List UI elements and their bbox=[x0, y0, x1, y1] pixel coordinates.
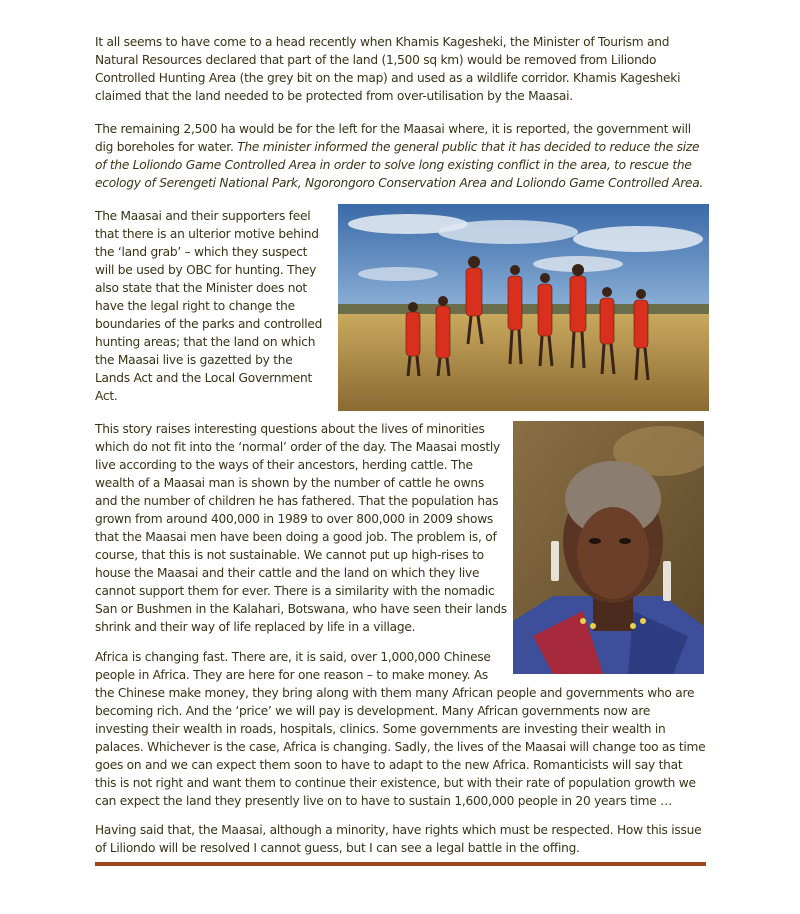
paragraph-land-grab: The Maasai and their supporters feel that there is an ulterior motive behind the ‘land grab’ – which they suspect will be used by OBC for hunting. They also state that the Minister does not have the legal right to change the boundaries of the parks and controlled hunting areas; that the land on which the Maasai live is gazetted by the Lands Act and the Local Government Act. bbox=[95, 209, 323, 403]
paragraph-minorities: This story raises interesting questions about the lives of minorities which do not fit into the ‘normal’ order of the day. The Maasai mostly live according to the ways of their ancestors, herding cattle. The wealth of a Maasai man is shown by the number of cattle he owns and the number of children he has fathered. That the population has grown from around 400,000 in 1989 to over 800,000 in 2009 shows that the Maasai men have been doing a good job. The problem is, of course, that this is not sustainable. We cannot put up high-rises to house the Maasai and their cattle and the land on which they live cannot support them for ever. There is a similarity with the nomadic San or Bushmen in the Kalahari, Botswana, who have seen their lands shrink and their way of life replaced by life in a village. bbox=[95, 422, 507, 634]
footer-divider bbox=[95, 862, 706, 866]
photo-maasai-woman bbox=[513, 421, 704, 674]
paragraph-boreholes-quote: The minister informed the general public that it has decided to reduce the size of the Loliondo Game Controlled Area in order to solve long existing conflict in the area, to rescue the ecology of Serengeti National Park, Ngorongoro Conservation Area and Loliondo Game Controlled Area. bbox=[95, 140, 704, 190]
paragraph-land-removal: It all seems to have come to a head recently when Khamis Kagesheki, the Minister of Tourism and Natural Resources declared that part of the land (1,500 sq km) would be removed from Liliondo Controlled Hunting Area (the grey bit on the map) and used as a wildlife corridor. Khamis Kagesheki claimed that the land needed to be protected from over-utilisation by the Maasai. bbox=[95, 35, 681, 103]
paragraph-legal-battle: Having said that, the Maasai, although a minority, have rights which must be respected. How this issue of Liliondo will be resolved I cannot guess, but I can see a legal battle in the offing. bbox=[95, 823, 702, 855]
paragraph-boreholes bbox=[95, 120, 707, 192]
paragraph-africa-changing bbox=[95, 648, 707, 810]
paragraph-boreholes-plain: The remaining 2,500 ha would be for the left for the Maasai where, it is reported, the government will dig boreholes for water. bbox=[95, 122, 691, 154]
paragraph-africa-changing-head: Africa is changing fast. There are, it is said, over 1,000,000 Chinese people in Africa. They are here for one reason – to make money. As bbox=[95, 650, 491, 682]
photo-maasai-jumping bbox=[338, 204, 709, 411]
paragraph-africa-changing-tail: the Chinese make money, they bring along with them many African people and governments who are becoming rich. And the ‘price’ we will pay is development. Many African governments now are investing their wealth in roads, hospitals, clinics. Some governments are investing their wealth in palaces. Whichever is the case, Africa is changing. Sadly, the lives of the Maasai will change too as time goes on and we can expect them soon to have to adapt to the new Africa. Romanticists will say that this is not right and want them to continue their existence, but with their rate of population growth we can expect the land they presently live on to have to sustain 1,600,000 people in 20 years time … bbox=[95, 686, 706, 808]
